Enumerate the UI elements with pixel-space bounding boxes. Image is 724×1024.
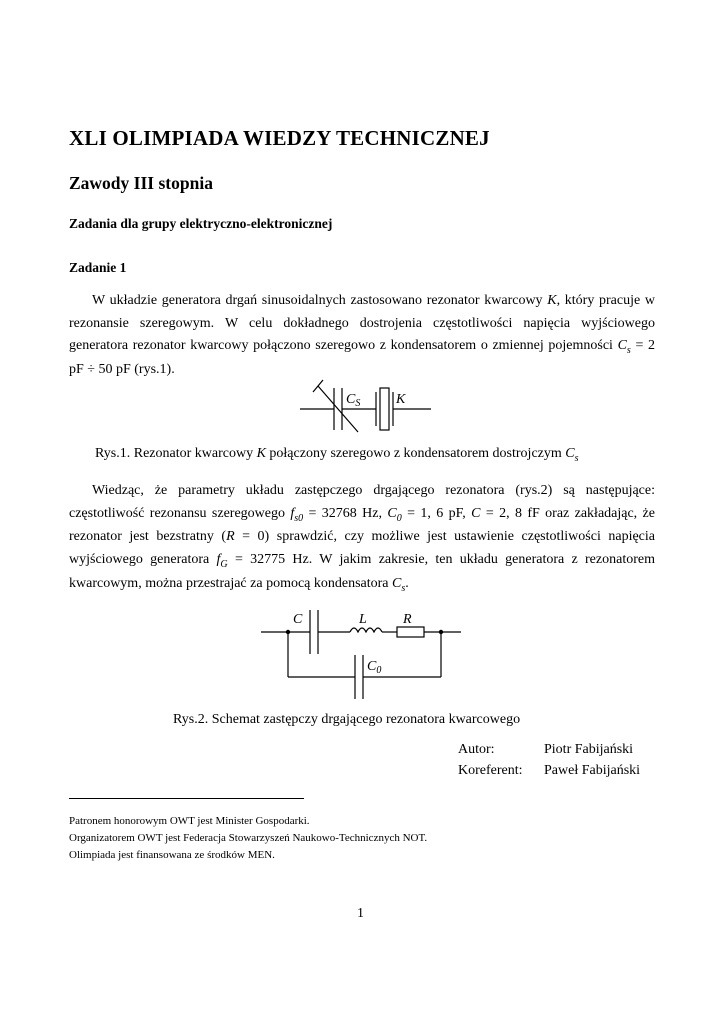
fig2-label-c: C [293,612,303,627]
p2-t5: = 0) sprawdzić, czy możliwe jest ustawienie częstotliwości napięcia wyjściowego generatora [69,529,656,568]
footnote-3: Olimpiada jest finansowana ze środków MEN. [69,849,275,861]
figure-1-caption [95,446,579,462]
p1-var-c-sub: s [626,345,631,357]
fig1-label-cs: $C_S$ [346,392,361,409]
author-label: Autor: [458,742,495,757]
p2-t7: . [405,575,409,591]
fig1-label-k: K [396,392,406,407]
p1-text-c: = 2 pF ÷ 50 pF (rys.1). [69,338,655,378]
p2-cs-sub: s [401,582,406,594]
fig2-inductor-l [350,628,382,632]
p2-cs: C [392,575,402,591]
p2-t6: = 32775 Hz. W jakim zakresie, ten układu generatora z rezonatorem kwarcowym, można przestrajać za pomocą kondensatora [69,552,655,591]
p1-text-a: W układzie generatora drgań sinusoidalnych zastosowano rezonator kwarcowy [92,293,548,308]
footnote-rule [69,798,304,799]
p2-f-sub: s0 [294,512,304,524]
fig1-variable-arrow [318,386,361,432]
p1-var-k: K [547,293,557,308]
fig1-caption-text-b: połączony szeregowo z kondensatorem dostrojczym [265,446,566,461]
footnote-1: Patronem honorowym OWT jest Minister Gospodarki. [69,815,310,827]
document-title: XLI OLIMPIADA WIEDZY TECHNICZNEJ [69,126,490,150]
fig2-label-c0: $C_0$ [367,659,382,676]
p2-t1: Wiedząc, że parametry układu zastępczego drgającego rezonatora (rys.2) są następujące: częstotliwość rezonansu szeregowego [69,483,655,521]
p1-var-c: C [617,338,627,354]
task-paragraph-2 [69,480,655,597]
p2-t4: = 2, 8 fF oraz zakładając, że rezonator jest bezstratny ( [69,505,655,545]
fig1-crystal-body [380,388,389,430]
fig2-label-l: L [359,612,367,627]
coreferent-name: Paweł Fabijański [544,763,641,778]
group-heading: Zadania dla grupy elektryczno-elektronicznej [69,216,333,231]
p2-f: f [290,505,295,521]
task-paragraph-1 [69,290,655,382]
p2-r: R [226,529,235,545]
fig1-caption-var: K [256,446,266,461]
fig1-caption-var2-sub: s [574,453,579,464]
fig2-node-right [439,630,443,634]
footnote-2: Organizatorem OWT jest Federacja Stowarzyszeń Naukowo-Technicznych NOT. [69,832,428,844]
p2-fg: f [216,552,221,568]
p1-text-b: , który pracuje w rezonansie szeregowym. W celu dokładnego dostrojenia częstotliwości napięcia wyjściowego generatora rezonator kwarcowy połączono szeregowo z kondensatorem o zmiennej pojemności [69,293,655,354]
coreferent-label: Koreferent: [458,763,523,778]
p2-c0-sub: 0 [396,512,402,524]
stage-heading: Zawody III stopnia [69,173,213,193]
task-heading: Zadanie 1 [69,260,127,275]
p2-c: C [471,505,481,521]
figure-2-caption: Rys.2. Schemat zastępczy drgającego rezonatora kwarcowego [173,712,521,727]
p2-fg-sub: G [220,559,228,571]
fig1-caption-var2: C [565,446,575,461]
fig2-resistor-r [397,627,424,637]
fig2-label-r: R [403,612,412,627]
fig2-node-left [286,630,290,634]
author-name: Piotr Fabijański [544,742,634,757]
fig1-caption-text-a: Rys.1. Rezonator kwarcowy [95,446,257,461]
p2-t2: = 32768 Hz, [303,505,388,521]
p2-t3: = 1, 6 pF, [401,505,472,521]
page-number: 1 [357,906,364,921]
p2-c0: C [387,505,397,521]
